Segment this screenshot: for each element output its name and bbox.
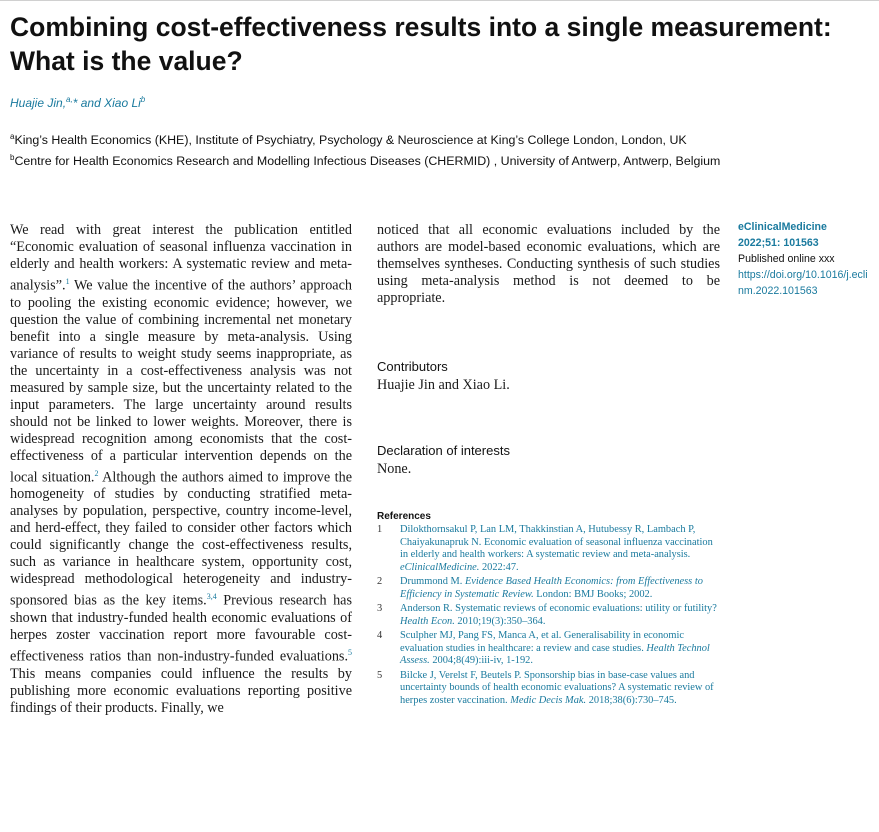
reference-journal: Health Technol Assess. <box>400 642 710 666</box>
top-divider <box>0 0 879 1</box>
reference-list <box>377 524 722 709</box>
reference-journal: Evidence Based Health Economics: from Effectiveness to Efficiency in Systematic Review. <box>400 576 703 600</box>
reference-item[interactable] <box>377 670 722 708</box>
affiliation-mark: b <box>10 153 15 163</box>
citation-2[interactable]: 2 <box>94 468 99 478</box>
reference-journal: Health Econ. <box>400 615 455 627</box>
author-connector: and <box>80 96 101 110</box>
article-sidebar <box>738 219 873 299</box>
reference-item[interactable] <box>377 630 722 668</box>
affiliations <box>10 128 730 170</box>
body-column-2 <box>377 222 720 307</box>
reference-journal: eClinicalMedicine. <box>400 561 480 573</box>
body-text: This means companies could influence the results by publishing more economic evaluations reporting positive findings of their products. Finally, we <box>10 665 352 716</box>
reference-number: 5 <box>377 669 383 681</box>
reference-item[interactable] <box>377 576 722 601</box>
author-line <box>10 95 145 110</box>
declaration-text: None. <box>377 461 412 477</box>
article-title: Combining cost-effectiveness results into a single measurement: What is the value? <box>10 12 832 76</box>
citation-5[interactable]: 5 <box>348 648 352 658</box>
reference-details: 2004;8(49):iii-iv, 1-192. <box>429 655 533 666</box>
author-li[interactable]: Xiao Li <box>104 96 141 110</box>
corresponding-author-star: * <box>72 96 78 110</box>
body-text: We read with great interest the publication entitled “Economic evaluation of seasonal influenza vaccination in elderly and health workers: A systematic review and meta-analysis”. <box>10 222 352 294</box>
journal-name[interactable]: eClinicalMedicine <box>738 221 827 233</box>
reference-journal: Medic Decis Mak. <box>510 694 587 706</box>
body-text: We value the incentive of the authors’ approach to pooling the existing economic evidence; however, we question the value of combining incremental net monetary benefit into a single measure by meta-analysis. Using variance of results to weight study seems inappropriate, as the uncertainty in a cost-effectiveness analysis was not measured by sample size, but the uncertainty related to the input parameters. The large uncertainty around results should not be linked to lower weights. Moreover, there is widespread recognition among economists that the cost-effectiveness of a particular intervention depends on the local situation. <box>10 277 352 486</box>
author-li-affil-mark: b <box>140 95 146 104</box>
reference-number: 1 <box>377 524 383 535</box>
reference-details: 2010;19(3):350–364. <box>454 615 546 627</box>
citation-1[interactable]: 1 <box>65 277 70 286</box>
reference-item[interactable] <box>377 603 722 628</box>
author-jin-affil-marks: a, <box>66 95 73 104</box>
contributors-text: Huajie Jin and Xiao Li. <box>377 377 510 393</box>
author-jin[interactable]: Huajie Jin, <box>10 96 67 110</box>
body-column-1 <box>10 222 352 717</box>
affiliation-mark: a <box>10 132 15 141</box>
reference-number: 3 <box>377 603 383 614</box>
references-heading: References <box>377 511 431 522</box>
reference-text: Sculpher MJ, Pang FS, Manca A, et al. Generalisability in economic evaluation studies in healthcare: a review and case studies. <box>400 630 684 654</box>
body-text: Although the authors aimed to improve the homogeneity of studies by conducting stratified meta-analyses by population, perspective, country income-level, and herd-effect, they failed to consider other factors which could significantly change the cost-effectiveness results, such as variance in healthcare system, opportunity cost, widespread methodological heterogeneity and industry-sponsored bias as the key items. <box>10 469 352 610</box>
contributors-heading: Contributors <box>377 359 448 374</box>
affiliation-text: King’s Health Economics (KHE), Institute of Psychiatry, Psychology & Neuroscience at King’s College London, London, UK <box>14 133 687 148</box>
body-paragraph <box>10 222 352 717</box>
reference-number: 2 <box>377 576 383 587</box>
reference-text: Dilokthornsakul P, Lan LM, Thakkinstian A, Hutubessy R, Lambach P, Chaiyakunapruk N. Economic evaluation of seasonal influenza vaccination in elderly and health workers: A systematic review and meta-analysis. <box>400 524 713 560</box>
citation-3-4[interactable]: 3,4 <box>206 592 217 602</box>
reference-text: Anderson R. Systematic reviews of economic evaluations: utility or futility? <box>400 603 717 614</box>
reference-item[interactable] <box>377 524 722 574</box>
reference-text: Drummond M. <box>400 576 465 587</box>
affiliation-text: Centre for Health Economics Research and Modelling Infectious Diseases (CHERMID) , University of Antwerp, Antwerp, Belgium <box>14 154 721 169</box>
declaration-heading: Declaration of interests <box>377 443 510 458</box>
doi-link[interactable]: https://doi.org/10.1016/j.eclinm.2022.101563 <box>738 269 868 297</box>
reference-details: 2018;38(6):730–745. <box>586 694 677 706</box>
body-paragraph: noticed that all economic evaluations included by the authors are model-based economic evaluations, which are themselves syntheses. Conducting synthesis of such studies using meta-analysis method is not deemed to be appropriate. <box>377 222 720 306</box>
affiliation-b <box>10 149 730 170</box>
journal-volume: 2022;51: 101563 <box>738 237 819 249</box>
body-text: Previous research has shown that industry-funded health economic evaluations of herpes zoster vaccination report more favourable cost-effectiveness ratios than non-industry-funded evaluations. <box>10 593 352 665</box>
published-online: Published online xxx <box>738 253 835 265</box>
affiliation-a <box>10 128 730 149</box>
reference-text: Bilcke J, Verelst F, Beutels P. Sponsorship bias in base-case values and uncertainty bounds of health economic evaluations? A systematic review of herpes zoster vaccination. <box>400 669 714 706</box>
reference-details: London: BMJ Books; 2002. <box>533 588 653 600</box>
reference-details: 2022:47. <box>479 561 519 573</box>
reference-number: 4 <box>377 630 383 641</box>
